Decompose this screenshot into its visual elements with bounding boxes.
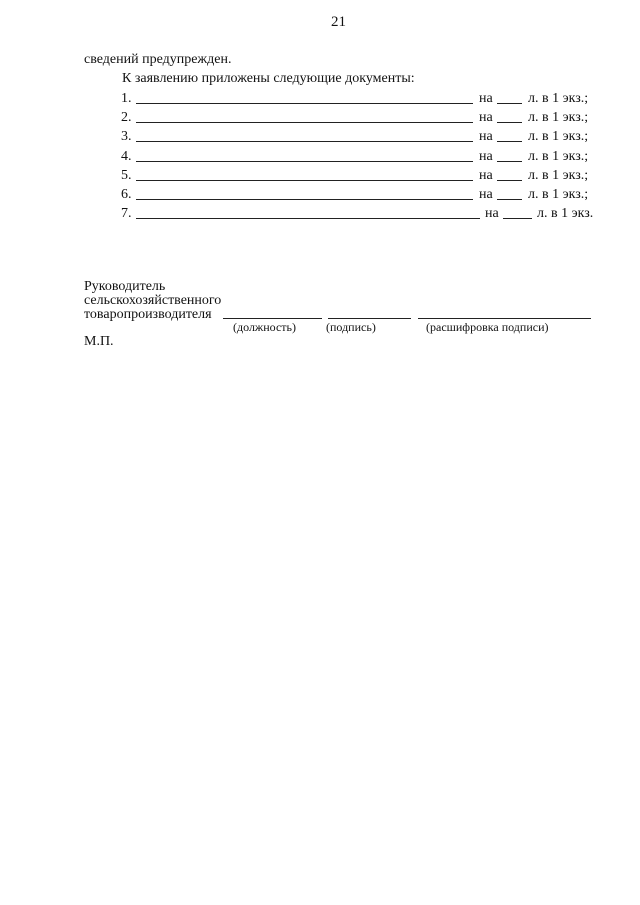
attachment-suffix: л. в 1 экз.; (528, 110, 589, 125)
name-decode-caption: (расшифровка подписи) (426, 320, 549, 334)
signatory-title-line-2: сельскохозяйственного (84, 293, 222, 308)
attachment-suffix: л. в 1 экз.; (528, 129, 589, 144)
attachment-suffix: л. в 1 экз.; (528, 168, 589, 183)
attachment-name-field[interactable] (136, 199, 473, 200)
attachment-sheets-field[interactable] (497, 103, 522, 104)
attachment-name-field[interactable] (136, 218, 480, 219)
attachment-number: 1. (121, 91, 132, 106)
warning-tail-text: сведений предупрежден. (84, 52, 232, 67)
attachment-na-label: на (485, 206, 499, 221)
signature-field[interactable] (328, 318, 411, 319)
attachment-sheets-field[interactable] (497, 141, 522, 142)
attachment-sheets-field[interactable] (503, 218, 532, 219)
attachment-suffix: л. в 1 экз.; (528, 91, 589, 106)
attachment-sheets-field[interactable] (497, 161, 522, 162)
attachment-number: 7. (121, 206, 132, 221)
attachment-name-field[interactable] (136, 103, 473, 104)
name-decode-field[interactable] (418, 318, 591, 319)
attachment-sheets-field[interactable] (497, 180, 522, 181)
attachment-number: 6. (121, 187, 132, 202)
position-caption: (должность) (233, 320, 296, 334)
stamp-place-label: М.П. (84, 334, 114, 349)
attachment-number: 5. (121, 168, 132, 183)
attachment-na-label: на (479, 91, 493, 106)
attachment-na-label: на (479, 187, 493, 202)
attachment-na-label: на (479, 110, 493, 125)
attachments-heading: К заявлению приложены следующие документы: (122, 71, 415, 86)
signatory-title-line-1: Руководитель (84, 279, 166, 294)
attachment-na-label: на (479, 149, 493, 164)
attachment-na-label: на (479, 129, 493, 144)
attachment-suffix: л. в 1 экз.; (528, 149, 589, 164)
attachment-name-field[interactable] (136, 122, 473, 123)
attachment-sheets-field[interactable] (497, 199, 522, 200)
attachment-number: 2. (121, 110, 132, 125)
attachment-name-field[interactable] (136, 161, 473, 162)
attachment-suffix: л. в 1 экз. (537, 206, 594, 221)
page-number: 21 (331, 14, 346, 30)
attachment-suffix: л. в 1 экз.; (528, 187, 589, 202)
signature-caption: (подпись) (326, 320, 376, 334)
signatory-title-line-3: товаропроизводителя (84, 307, 212, 322)
attachment-na-label: на (479, 168, 493, 183)
attachment-sheets-field[interactable] (497, 122, 522, 123)
position-field[interactable] (223, 318, 322, 319)
attachment-name-field[interactable] (136, 180, 473, 181)
attachment-name-field[interactable] (136, 141, 473, 142)
attachment-number: 4. (121, 149, 132, 164)
attachment-number: 3. (121, 129, 132, 144)
